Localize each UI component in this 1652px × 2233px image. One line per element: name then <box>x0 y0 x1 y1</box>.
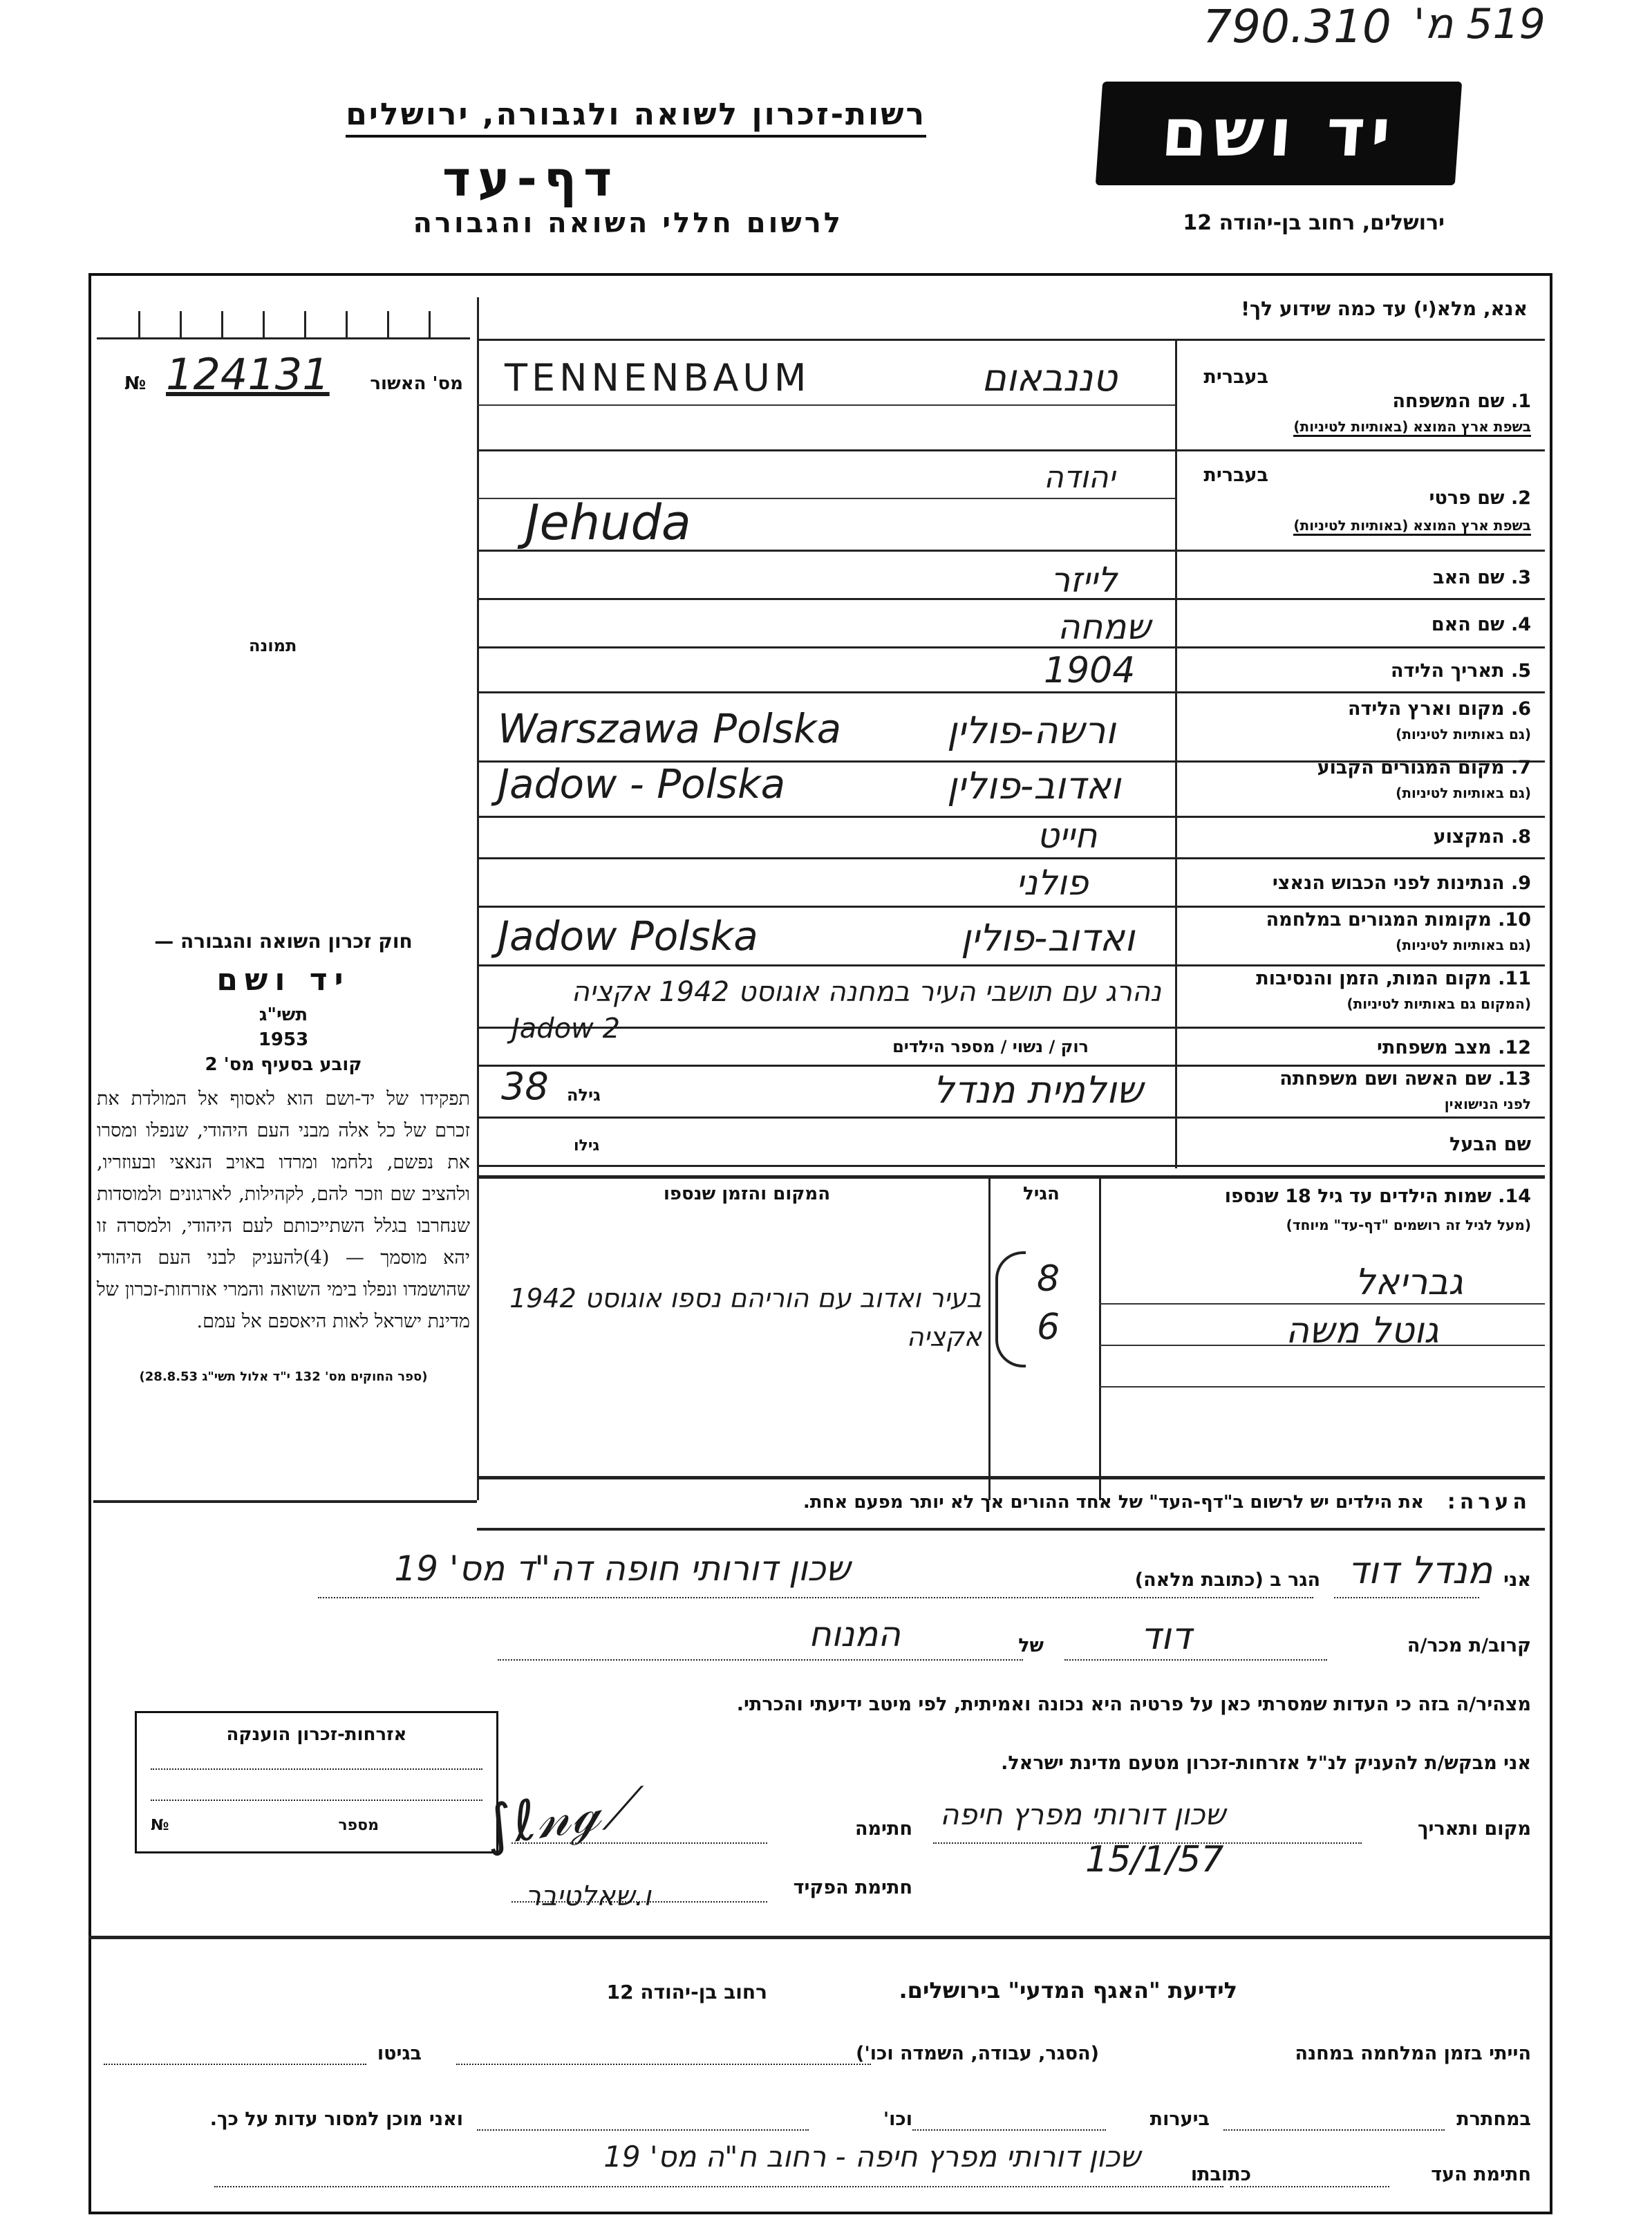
approval-no-sign: № <box>124 373 147 394</box>
row-line <box>477 598 1545 600</box>
f2-latin-value: Jehuda <box>525 494 691 551</box>
f5-label: 5. תאריך הלידה <box>1390 660 1531 682</box>
place-date-label: מקום ותאריך <box>1417 1818 1531 1840</box>
dots <box>1230 2186 1389 2187</box>
intro-text: אנא, מלא(י) עד כמה שידוע לך! <box>1241 297 1528 320</box>
f11-sub: (המקום גם באותיות לטיניות) <box>1346 996 1531 1012</box>
row-line <box>477 816 1545 818</box>
table-col-divider <box>1099 1175 1101 1500</box>
f12-label: 12. מצב משפחתי <box>1377 1037 1531 1058</box>
f14-col-age: הגיל <box>1023 1184 1060 1204</box>
row-line <box>477 964 1545 966</box>
row-line <box>477 857 1545 859</box>
tick-row <box>97 311 470 339</box>
science-line2-b: ביערות <box>1149 2109 1210 2130</box>
row-line <box>477 339 1545 341</box>
f10-sub: (גם באותיות לטיניות) <box>1396 937 1531 953</box>
form-title: דף-עד <box>442 151 619 207</box>
law-block <box>97 930 470 1384</box>
f5-value: 1904 <box>1044 650 1136 691</box>
f7-latin-value: Jadow - Polska <box>498 760 786 807</box>
law-source: (ספר החוקים מס' 132 י"ד אלול תשי"ג 28.8.53) <box>139 1370 428 1384</box>
citizenship-box <box>135 1711 498 1853</box>
f10-label: 10. מקומות המגורים במלחמה <box>1266 909 1531 931</box>
approval-number: 124131 <box>166 349 330 400</box>
husband-age-label: גילו <box>574 1137 600 1155</box>
declarant-of: המנוח <box>809 1614 901 1654</box>
table-top-border <box>477 1175 1545 1179</box>
f13-sub: לפני הנישואין <box>1444 1096 1531 1112</box>
science-line1-c: בגיטו <box>377 2043 422 2064</box>
f7-hebrew-value: ואדוב-פולין <box>947 764 1121 807</box>
row-line <box>477 646 1545 648</box>
f6-latin-value: Warszawa Polska <box>498 705 842 752</box>
declarant-relation: דוד <box>1141 1614 1192 1658</box>
archive-sheet-number: 519 מ' <box>1414 0 1546 48</box>
f4-label: 4. שם האם <box>1431 614 1531 635</box>
f1-hebrew-label: בעברית <box>1203 366 1268 388</box>
f11-value: נהרג עם תושבי העיר במחנה אוגוסט 1942 אקציה <box>571 976 1161 1008</box>
child-2-name: גוטל משה <box>1286 1310 1439 1352</box>
f13-label: 13. שם האשה ושם משפחתה <box>1279 1068 1531 1090</box>
dots <box>104 2064 366 2065</box>
f9-label: 9. הנתינות לפני הכבוש הנאצי <box>1272 872 1531 894</box>
law-year <box>97 1005 470 1050</box>
note-label: הערה: <box>1447 1490 1531 1514</box>
child-place: בעיר ואדוב עם הוריהם נספו אוגוסט 1942 אקציה <box>509 1283 982 1352</box>
f1-label: 1. שם המשפחה <box>1392 391 1531 412</box>
f7-label: 7. מקום המגורים הקבוע <box>1317 757 1531 778</box>
f7-sub: (גם באותיות לטיניות) <box>1396 785 1531 801</box>
declarant-ani: אני <box>1503 1569 1531 1591</box>
science-line2-c: וכו' <box>883 2109 912 2130</box>
brace-mark <box>995 1251 1026 1367</box>
witness-address: שכון דורותי מפרץ חיפה - רחוב ח"ה מס' 19 <box>603 2140 1141 2174</box>
row-line <box>477 906 1545 908</box>
declaration-text: מצהיר/ה בזה כי העדות שמסרתי כאן על פרטיה היא נכונה ואמיתית, לפי מיטב ידיעתי והכרתי. <box>736 1694 1531 1715</box>
child-row-line <box>1099 1386 1545 1388</box>
officer-signature: ו.שאלטיבר <box>525 1880 652 1912</box>
dots <box>1334 1597 1479 1598</box>
science-line2-a: במחתרת <box>1456 2109 1531 2130</box>
photo-label: תמונה <box>249 636 297 655</box>
dots <box>1223 2129 1445 2131</box>
f6-label: 6. מקום וארץ הלידה <box>1347 698 1531 720</box>
f8-value: חייט <box>1037 816 1098 856</box>
law-clause: קובע בסעיף מס' 2 <box>205 1054 362 1075</box>
science-address: רחוב בן-יהודה 12 <box>606 1981 767 2003</box>
declarant-signature: ∫ℓ𝓃ℊ⟋ <box>480 1773 642 1859</box>
science-line1-b: (הסגר, עבודה, השמדה וכו') <box>856 2043 1099 2064</box>
row-line <box>477 691 1545 693</box>
note-bottom-border <box>477 1528 1545 1531</box>
child-1-name: גבריאל <box>1355 1262 1463 1303</box>
note-top-border <box>477 1476 1545 1479</box>
row-line <box>477 449 1545 451</box>
f2-sub: בשפת ארץ המוצא (באותיות לטיניות) <box>1293 517 1531 536</box>
f2-label: 2. שם פרטי <box>1429 487 1531 509</box>
declarant-address: שכון דורותי חופה דה"ד מס' 19 <box>394 1549 850 1589</box>
f11-label: 11. מקום המות, הזמן והנסיבות <box>1256 968 1531 989</box>
row-line <box>477 1065 1545 1067</box>
child-2-age: 6 <box>1037 1307 1060 1348</box>
left-column-divider <box>477 297 479 1500</box>
date-value: 15/1/57 <box>1085 1839 1224 1880</box>
row-line <box>477 1116 1545 1119</box>
signature-label: חתימה <box>854 1818 912 1840</box>
child-1-age: 8 <box>1037 1258 1060 1300</box>
row-line <box>477 1027 1545 1029</box>
f1-hebrew-value: טננבאום <box>982 356 1118 400</box>
dots <box>456 2064 871 2065</box>
f3-label: 3. שם האב <box>1433 567 1531 588</box>
citizenship-no: № <box>151 1817 169 1834</box>
logo-text: יד ושם <box>1158 94 1399 171</box>
citizenship-title: אזרחות-זכרון הוענקה <box>226 1724 407 1745</box>
place-date-value: שכון דורותי מפרץ חיפה <box>940 1797 1226 1831</box>
approval-label: מס' האשור <box>370 373 463 394</box>
f13-value: שולמית מנדל <box>933 1068 1143 1112</box>
dots <box>498 1659 1023 1661</box>
declarant-relation-label: קרוב/ת מכר/ה <box>1407 1635 1531 1656</box>
f6-sub: (גם באותיות לטיניות) <box>1396 726 1531 742</box>
dots <box>1064 1659 1327 1661</box>
f1-sub: בשפת ארץ המוצא (באותיות לטיניות) <box>1293 418 1531 437</box>
dots <box>214 2186 1223 2187</box>
science-top-border <box>88 1936 1550 1939</box>
witness-sig-label: חתימת העד <box>1431 2164 1531 2185</box>
form-subtitle: לרשום חללי השואה והגבורה <box>413 207 843 239</box>
f14-col-place: המקום והזמן שנספו <box>664 1184 831 1204</box>
declarant-of-label: של <box>1018 1635 1044 1656</box>
f6-hebrew-value: ורשה-פולין <box>947 709 1116 752</box>
f2-hebrew-value: יהודה <box>1044 460 1116 495</box>
child-row-line <box>1099 1303 1545 1305</box>
f12-options: רוק / נשוי / מספר הילדים <box>892 1037 1089 1056</box>
archive-number: 790.310 <box>1203 0 1391 53</box>
label-column-divider <box>1175 339 1177 1168</box>
dots <box>318 1597 1313 1598</box>
f3-value: לייזר <box>1051 560 1118 600</box>
citizenship-number-label: מספר <box>338 1817 379 1834</box>
note-text: את הילדים יש לרשום ב"דף-העד" של אחד ההורים אך לא יותר מפעם אחת. <box>802 1492 1424 1513</box>
science-line1-a: הייתי בזמן המלחמה במחנה <box>1295 2043 1531 2064</box>
law-hebrew-year: תשי"ג <box>259 1005 308 1025</box>
law-heading: חוק זכרון השואה והגבורה — <box>154 930 413 953</box>
dots <box>912 2129 1106 2131</box>
dots <box>477 2129 809 2131</box>
f13-age-label: גילה <box>567 1085 601 1105</box>
husband-label: שם הבעל <box>1449 1134 1531 1155</box>
table-col-divider <box>988 1175 991 1500</box>
f1-latin-value: TENNENBAUM <box>505 356 811 400</box>
f9-value: פולני <box>1016 863 1089 903</box>
law-body: תפקידו של יד-ושם הוא לאסוף אל המולדת את זכרם של כל אלה מבני העם היהודי, שנפלו ומסרו את נפשם, נלחמו ומרדו באויב הנאצי ובעוזריו, ולהציב שם וזכר להם, לקהילות, לארגונים ולמוסדות שנחרבו בגלל השתייכותם לעם היהודי, ולמסרה זו יהא מוסמך — (4)להעניק לבני העם היהודי שהושמדו ונפלו בימי השואה והמרי אזרחות-זכרון של מדינת ישראל לאות היאספם אל עמם. <box>97 1088 470 1332</box>
law-name: יד ושם <box>216 962 350 998</box>
officer-label: חתימת הפקיד <box>793 1877 912 1898</box>
f14-sub: (מעל לגיל זה רושמים "דף-עד" מיוחד) <box>1286 1217 1531 1233</box>
f14-label: 14. שמות הילדים עד גיל 18 שנספו <box>1224 1186 1531 1207</box>
science-line2-d: ואני מוכן למסור עדות על כך. <box>209 2109 463 2130</box>
law-gregorian-year: 1953 <box>258 1029 309 1050</box>
address: ירושלים, רחוב בן-יהודה 12 <box>1183 211 1445 235</box>
declarant-resident-label: הגר ב (כתובת מלאה) <box>1134 1569 1320 1591</box>
witness-address-label: כתובתו <box>1190 2164 1251 2185</box>
authority-name: רשות-זכרון לשואה ולגבורה, ירושלים <box>346 97 926 138</box>
left-bottom-border <box>93 1500 477 1503</box>
declarant-name: מנדל דוד <box>1348 1549 1493 1592</box>
f8-label: 8. המקצוע <box>1433 826 1531 848</box>
f10-latin-value: Jadow Polska <box>498 913 758 960</box>
f11-latin-value: Jadow 2 <box>511 1013 621 1045</box>
row-line <box>477 404 1175 406</box>
request-text: אני מבקש/ת להעניק לנ"ל אזרחות-זכרון מטעם מדינת ישראל. <box>1001 1753 1531 1774</box>
f13-age-value: 38 <box>501 1065 549 1108</box>
yad-vashem-logo <box>1096 82 1462 185</box>
f2-hebrew-label: בעברית <box>1203 465 1268 486</box>
row-line <box>477 1165 1545 1167</box>
f4-value: שמחה <box>1058 607 1151 647</box>
f10-hebrew-value: ואדוב-פולין <box>961 916 1135 960</box>
science-heading: לידיעת "האגף המדעי" בירושלים. <box>899 1977 1237 2003</box>
